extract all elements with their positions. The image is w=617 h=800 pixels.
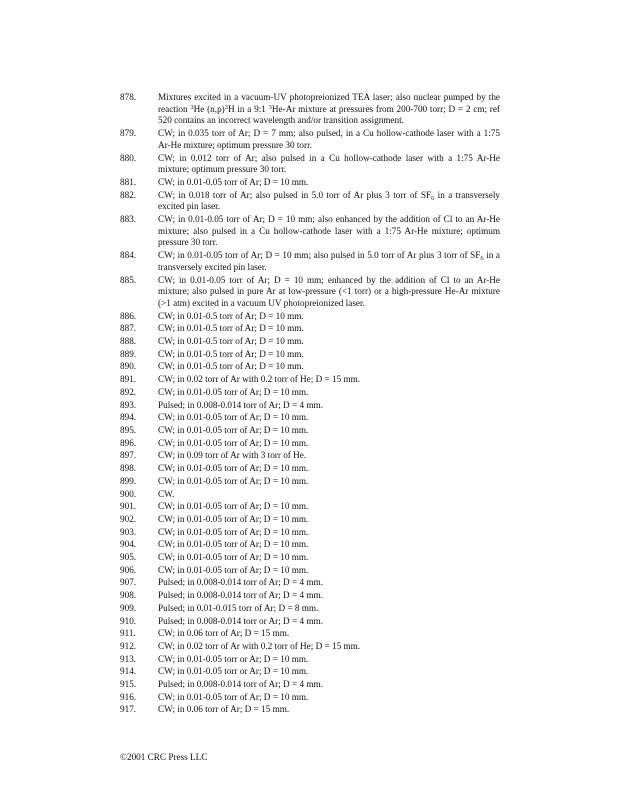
text-segment: CW; in 0.035 torr of Ar; D = 7 mm; also pulsed, in a Cu hollow-cathode laser with a 1:75 Ar-He mixture; optimum pressure 30 torr.	[158, 128, 500, 150]
superscript: 3	[268, 103, 272, 111]
text-segment: Pulsed; in 0.008-0.014 torr or Ar; D = 4 mm.	[158, 615, 323, 626]
footnote-number: 910.	[120, 615, 137, 626]
footnote-text	[158, 450, 500, 462]
footnote-text	[158, 565, 500, 577]
text-segment: CW; in 0.01-0.5 torr of Ar; D = 10 mm.	[158, 323, 304, 334]
footnote-text	[158, 425, 500, 437]
footnote-number: 913.	[120, 653, 137, 664]
footnote-item	[120, 323, 500, 335]
text-segment: CW; in 0.01-0.05 torr of Ar; D = 10 mm.	[158, 513, 309, 524]
footnote-text	[158, 250, 500, 273]
footnote-number: 879.	[120, 128, 137, 139]
text-segment: CW; in 0.01-0.05 torr of Ar; D = 10 mm.	[158, 552, 309, 563]
text-segment: in a transversely excited pin laser.	[158, 189, 500, 212]
footnote-text	[158, 577, 500, 589]
text-segment: CW; in 0.02 torr of Ar with 0.2 torr of He; D = 15 mm.	[158, 374, 361, 385]
footnote-number: 907.	[120, 577, 137, 588]
footnote-item	[120, 190, 500, 213]
footnote-text	[158, 463, 500, 475]
footnote-item	[120, 400, 500, 412]
footnote-item	[120, 450, 500, 462]
footnote-number: 892.	[120, 386, 137, 397]
footnote-text	[158, 552, 500, 564]
footnote-text	[158, 616, 500, 628]
text-segment: CW; in 0.01-0.05 torr of Ar; D = 10 mm.	[158, 501, 309, 512]
text-segment: CW; in 0.01-0.05 torr of Ar; D = 10 mm; enhanced by the addition of Cl to an Ar-He mixture; also pulsed in pure Ar at low-pressure (<1 torr) or a high-pressure He-Ar mixture (>1 atm) excited in a vacuum UV photopreionized laser.	[158, 274, 500, 308]
footnote-text	[158, 679, 500, 691]
footnote-number: 893.	[120, 399, 137, 410]
text-segment: CW; in 0.01-0.05 torr of Ar; D = 10 mm; also enhanced by the addition of Cl to an Ar-He mixture; also pulsed in a Cu hollow-cathode laser with a 1:75 Ar-He mixture; optimum pressure 30 torr.	[158, 214, 500, 248]
footnote-item	[120, 628, 500, 640]
footnote-item	[120, 603, 500, 615]
footnote-number: 886.	[120, 310, 137, 321]
footnote-number: 901.	[120, 501, 137, 512]
footnote-text	[158, 514, 500, 526]
footnote-item	[120, 387, 500, 399]
subscript: 6	[480, 255, 484, 263]
text-segment: CW.	[158, 488, 175, 499]
text-segment: CW; in 0.01-0.05 torr of Ar; D = 10 mm.	[158, 475, 309, 486]
footnote-item	[120, 336, 500, 348]
footnote-item	[120, 349, 500, 361]
footnote-item	[120, 476, 500, 488]
footnote-number: 896.	[120, 437, 137, 448]
text-segment: CW; in 0.01-0.5 torr of Ar; D = 10 mm.	[158, 348, 304, 359]
text-segment: CW; in 0.01-0.05 torr of Ar; D = 10 mm.	[158, 386, 309, 397]
footnote-item	[120, 666, 500, 678]
text-segment: CW; in 0.01-0.5 torr of Ar; D = 10 mm.	[158, 361, 304, 372]
footnote-number: 916.	[120, 691, 137, 702]
footnote-item	[120, 704, 500, 716]
footnote-number: 908.	[120, 590, 137, 601]
text-segment: CW; in 0.01-0.5 torr of Ar; D = 10 mm.	[158, 310, 304, 321]
footnote-item	[120, 374, 500, 386]
footnote-number: 906.	[120, 564, 137, 575]
text-segment: CW; in 0.01-0.05 torr of Ar; D = 10 mm.	[158, 176, 309, 187]
footnote-text	[158, 336, 500, 348]
footnote-number: 912.	[120, 640, 137, 651]
footnote-item	[120, 514, 500, 526]
footnote-item	[120, 565, 500, 577]
text-segment: CW; in 0.01-0.05 torr of Ar; D = 10 mm.	[158, 564, 309, 575]
footnote-text	[158, 311, 500, 323]
text-segment: Mixtures excited in a vacuum-UV photopreionized TEA laser; also nuclear pumped by the reaction	[158, 92, 500, 114]
footnote-text	[158, 190, 500, 213]
footnote-number: 882.	[120, 189, 137, 200]
footnote-item	[120, 412, 500, 424]
text-segment: CW; in 0.02 torr of Ar with 0.2 torr of He; D = 15 mm.	[158, 640, 361, 651]
footnote-text	[158, 628, 500, 640]
footnote-item	[120, 501, 500, 513]
footnote-item	[120, 616, 500, 628]
footnote-text	[158, 704, 500, 716]
footnote-item	[120, 92, 500, 127]
footnote-text	[158, 641, 500, 653]
footnote-number: 881.	[120, 176, 137, 187]
text-segment: Pulsed; in 0.008-0.014 torr of Ar; D = 4 mm.	[158, 679, 323, 690]
footnote-item	[120, 311, 500, 323]
footnote-text	[158, 501, 500, 513]
footnote-number: 889.	[120, 348, 137, 359]
footnote-number: 887.	[120, 323, 137, 334]
footnote-item	[120, 489, 500, 501]
footnote-number: 895.	[120, 424, 137, 435]
footnote-item	[120, 539, 500, 551]
footnote-item	[120, 128, 500, 151]
text-segment: CW; in 0.01-0.05 torr of Ar; D = 10 mm.	[158, 437, 309, 448]
footnote-item	[120, 438, 500, 450]
text-segment: H in a 9:1	[227, 103, 269, 114]
footnote-number: 880.	[120, 152, 137, 163]
text-segment: He (n,p)	[193, 103, 225, 114]
footnote-number: 885.	[120, 274, 137, 285]
superscript: 3	[190, 103, 194, 111]
footnote-text	[158, 177, 500, 189]
footnote-item	[120, 177, 500, 189]
footnote-item	[120, 679, 500, 691]
text-segment: CW; in 0.01-0.05 torr of Ar; D = 10 mm.	[158, 539, 309, 550]
footnote-text	[158, 489, 500, 501]
text-segment: CW; in 0.06 torr of Ar; D = 15 mm.	[158, 628, 290, 639]
footnote-text	[158, 539, 500, 551]
footnote-item	[120, 692, 500, 704]
footnote-number: 894.	[120, 412, 137, 423]
text-segment: CW; in 0.01-0.05 torr of Ar; D = 10 mm.	[158, 424, 309, 435]
footnote-text	[158, 400, 500, 412]
footnote-text	[158, 590, 500, 602]
footnote-item	[120, 361, 500, 373]
footnote-number: 888.	[120, 336, 137, 347]
text-segment: CW; in 0.01-0.05 torr of Ar; D = 10 mm.	[158, 691, 309, 702]
footnote-number: 909.	[120, 602, 137, 613]
footnote-number: 911.	[120, 628, 136, 639]
footnote-number: 878.	[120, 92, 137, 102]
footnote-number: 883.	[120, 214, 137, 225]
footnote-text	[158, 438, 500, 450]
footnote-item	[120, 552, 500, 564]
footnote-item	[120, 654, 500, 666]
footnote-item	[120, 527, 500, 539]
footnote-number: 903.	[120, 526, 137, 537]
footnote-text	[158, 603, 500, 615]
footnote-number: 890.	[120, 361, 137, 372]
footnote-number: 917.	[120, 704, 137, 715]
text-segment: He-Ar mixture at pressures from 200-700 torr; D = 2 cm; ref 520 contains an incorrect wavelength and/or transition assignment.	[158, 103, 500, 126]
footnote-item	[120, 590, 500, 602]
text-segment: CW; in 0.09 torr of Ar with 3 torr of He.	[158, 450, 307, 461]
text-segment: in a transversely excited pin laser.	[158, 250, 501, 272]
footnote-number: 899.	[120, 475, 137, 486]
footnote-text	[158, 214, 500, 249]
footnote-item	[120, 641, 500, 653]
subscript: 6	[431, 194, 435, 202]
text-segment: CW; in 0.01-0.05 torr of Ar; D = 10 mm; also pulsed in 5.0 torr of Ar plus 3 torr of SF	[158, 250, 481, 261]
footnote-number: 904.	[120, 539, 137, 550]
footnote-text	[158, 666, 500, 678]
footnote-number: 902.	[120, 513, 137, 524]
footnote-text	[158, 275, 500, 310]
text-segment: CW; in 0.012 torr of Ar; also pulsed in a Cu hollow-cathode laser with a 1:75 Ar-He mixture; optimum pressure 30 torr.	[158, 152, 500, 175]
text-segment: CW; in 0.01-0.05 torr of Ar; D = 10 mm.	[158, 412, 309, 423]
footnote-text	[158, 387, 500, 399]
text-segment: Pulsed; in 0.008-0.014 torr of Ar; D = 4 mm.	[158, 399, 323, 410]
footnote-text	[158, 374, 500, 386]
copyright-footer: ©2001 CRC Press LLC	[120, 752, 208, 762]
footnote-number: 914.	[120, 666, 137, 677]
footnote-item	[120, 275, 500, 310]
footnote-text	[158, 361, 500, 373]
text-segment: Pulsed; in 0.008-0.014 torr of Ar; D = 4 mm.	[158, 577, 323, 588]
footnote-number: 900.	[120, 488, 137, 499]
text-segment: Pulsed; in 0.008-0.014 torr of Ar; D = 4 mm.	[158, 590, 323, 601]
footnote-text	[158, 654, 500, 666]
text-segment: CW; in 0.06 torr of Ar; D = 15 mm.	[158, 704, 290, 715]
superscript: 3	[224, 103, 228, 111]
text-segment: CW; in 0.01-0.05 torr of Ar; D = 10 mm.	[158, 526, 309, 537]
text-segment: CW; in 0.01-0.5 torr of Ar; D = 10 mm.	[158, 336, 304, 347]
footnote-text	[158, 92, 500, 127]
footnote-number: 891.	[120, 374, 137, 385]
footnote-text	[158, 349, 500, 361]
footnote-number: 905.	[120, 552, 137, 563]
text-segment: CW; in 0.01-0.05 torr of Ar; D = 10 mm.	[158, 463, 309, 474]
footnote-item	[120, 250, 500, 273]
footnote-list	[120, 92, 500, 717]
footnote-text	[158, 153, 500, 176]
footnote-number: 915.	[120, 679, 137, 690]
footnote-text	[158, 527, 500, 539]
footnote-item	[120, 214, 500, 249]
text-segment: CW; in 0.018 torr of Ar; also pulsed in 5.0 torr of Ar plus 3 torr of SF	[158, 189, 432, 200]
footnote-text	[158, 692, 500, 704]
text-segment: CW; in 0.01-0.05 torr or Ar; D = 10 mm.	[158, 666, 309, 677]
footnote-item	[120, 463, 500, 475]
footnote-item	[120, 425, 500, 437]
footnote-number: 897.	[120, 450, 137, 461]
text-segment: Pulsed; in 0.01-0.015 torr of Ar; D = 8 mm.	[158, 602, 319, 613]
footnote-item	[120, 153, 500, 176]
footnote-text	[158, 412, 500, 424]
footnote-number: 898.	[120, 463, 137, 474]
footnote-text	[158, 128, 500, 151]
footnote-text	[158, 476, 500, 488]
footnote-item	[120, 577, 500, 589]
footnote-number: 884.	[120, 250, 137, 261]
text-segment: CW; in 0.01-0.05 torr or Ar; D = 10 mm.	[158, 653, 309, 664]
footnote-text	[158, 323, 500, 335]
